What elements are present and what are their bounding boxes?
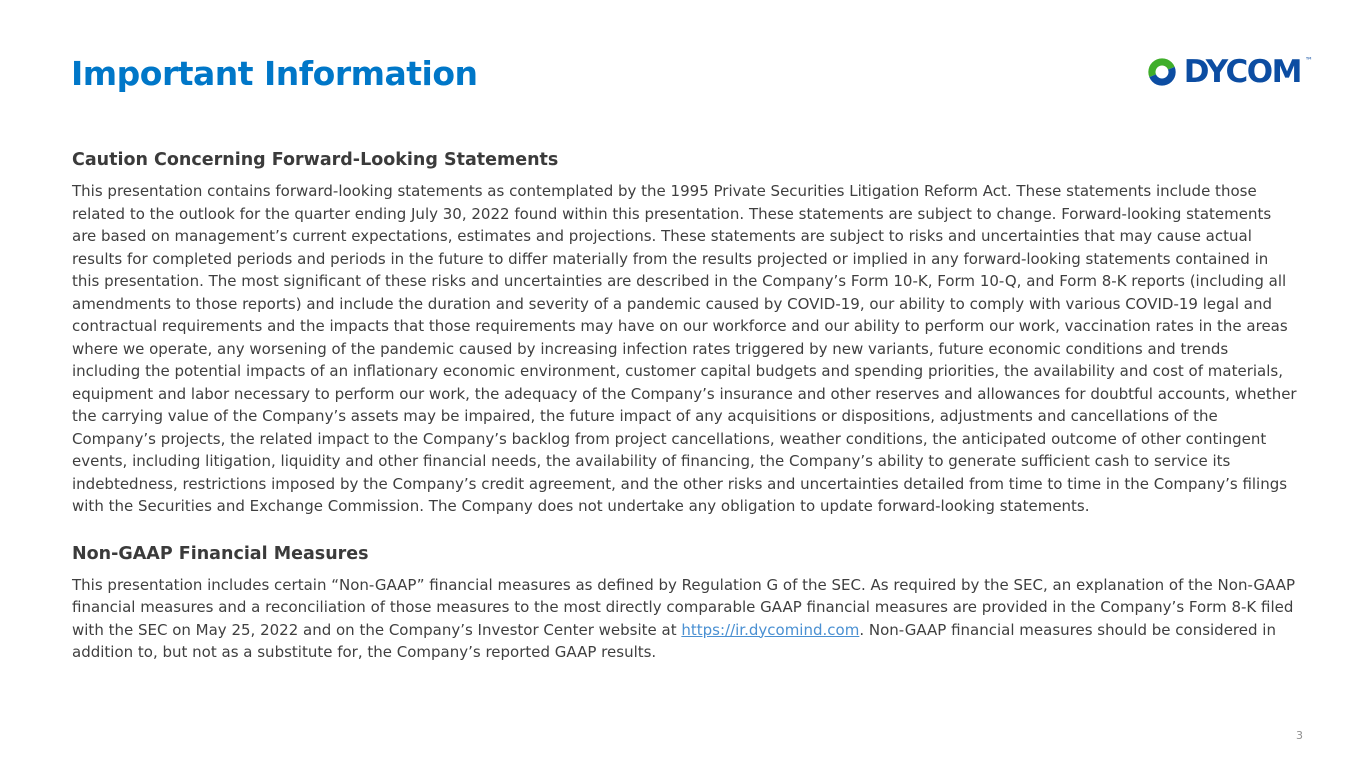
forward-looking-section	[72, 150, 1297, 518]
non-gaap-body	[72, 574, 1297, 664]
page-number: 3	[1296, 729, 1303, 742]
non-gaap-text-before-link: This presentation includes certain “Non-GAAP” financial measures as defined by Regulation G of the SEC. As required by the SEC, an explanation of the Non-GAAP financial measures and a reconciliation of those measures to the most directly comparable GAAP financial measures are provided in the Company’s Form 8-K filed with the SEC on May 25, 2022 and on the Company’s Investor Center website at	[72, 575, 1296, 639]
slide-content	[72, 150, 1297, 664]
page-title: Important Information	[71, 54, 478, 93]
investor-center-link[interactable]: https://ir.dycomind.com	[681, 620, 860, 639]
dycom-logo-icon	[1144, 54, 1180, 90]
forward-looking-heading: Caution Concerning Forward-Looking Statements	[72, 150, 559, 170]
dycom-logo-trademark: ™	[1305, 56, 1313, 65]
forward-looking-body: This presentation contains forward-looking statements as contemplated by the 1995 Private Securities Litigation Reform Act. These statements include those related to the outlook for the quarter ending July 30, 2022 found within this presentation. These statements are subject to change. Forward-looking statements are based on management’s current expectations, estimates and projections. These statements are subject to risks and uncertainties that may cause actual results for completed periods and periods in the future to differ materially from the results projected or implied in any forward-looking statements contained in this presentation. The most significant of these risks and uncertainties are described in the Company’s Form 10-K, Form 10-Q, and Form 8-K reports (including all amendments to those reports) and include the duration and severity of a pandemic caused by COVID-19, our ability to comply with various COVID-19 legal and contractual requirements and the impacts that those requirements may have on our workforce and our ability to perform our work, vaccination rates in the areas where we operate, any worsening of the pandemic caused by increasing infection rates triggered by new variants, future economic conditions and trends including the potential impacts of an inflationary economic environment, customer capital budgets and spending priorities, the availability and cost of materials, equipment and labor necessary to perform our work, the adequacy of the Company’s insurance and other reserves and allowances for doubtful accounts, whether the carrying value of the Company’s assets may be impaired, the future impact of any acquisitions or dispositions, adjustments and cancellations of the Company’s projects, the related impact to the Company’s backlog from project cancellations, weather conditions, the anticipated outcome of other contingent events, including litigation, liquidity and other financial needs, the availability of financing, the Company’s ability to generate sufficient cash to service its indebtedness, restrictions imposed by the Company’s credit agreement, and the other risks and uncertainties detailed from time to time in the Company’s filings with the Securities and Exchange Commission. The Company does not undertake any obligation to update forward-looking statements.	[72, 182, 1297, 515]
dycom-logo	[1144, 54, 1313, 90]
non-gaap-heading: Non-GAAP Financial Measures	[72, 543, 369, 564]
non-gaap-text-after-link: . Non-GAAP financial measures should be considered in addition to, but not as a substitute for, the Company’s reported GAAP results.	[72, 620, 1276, 661]
dycom-logo-text: DYCOM	[1183, 53, 1301, 90]
non-gaap-section	[72, 544, 1297, 664]
